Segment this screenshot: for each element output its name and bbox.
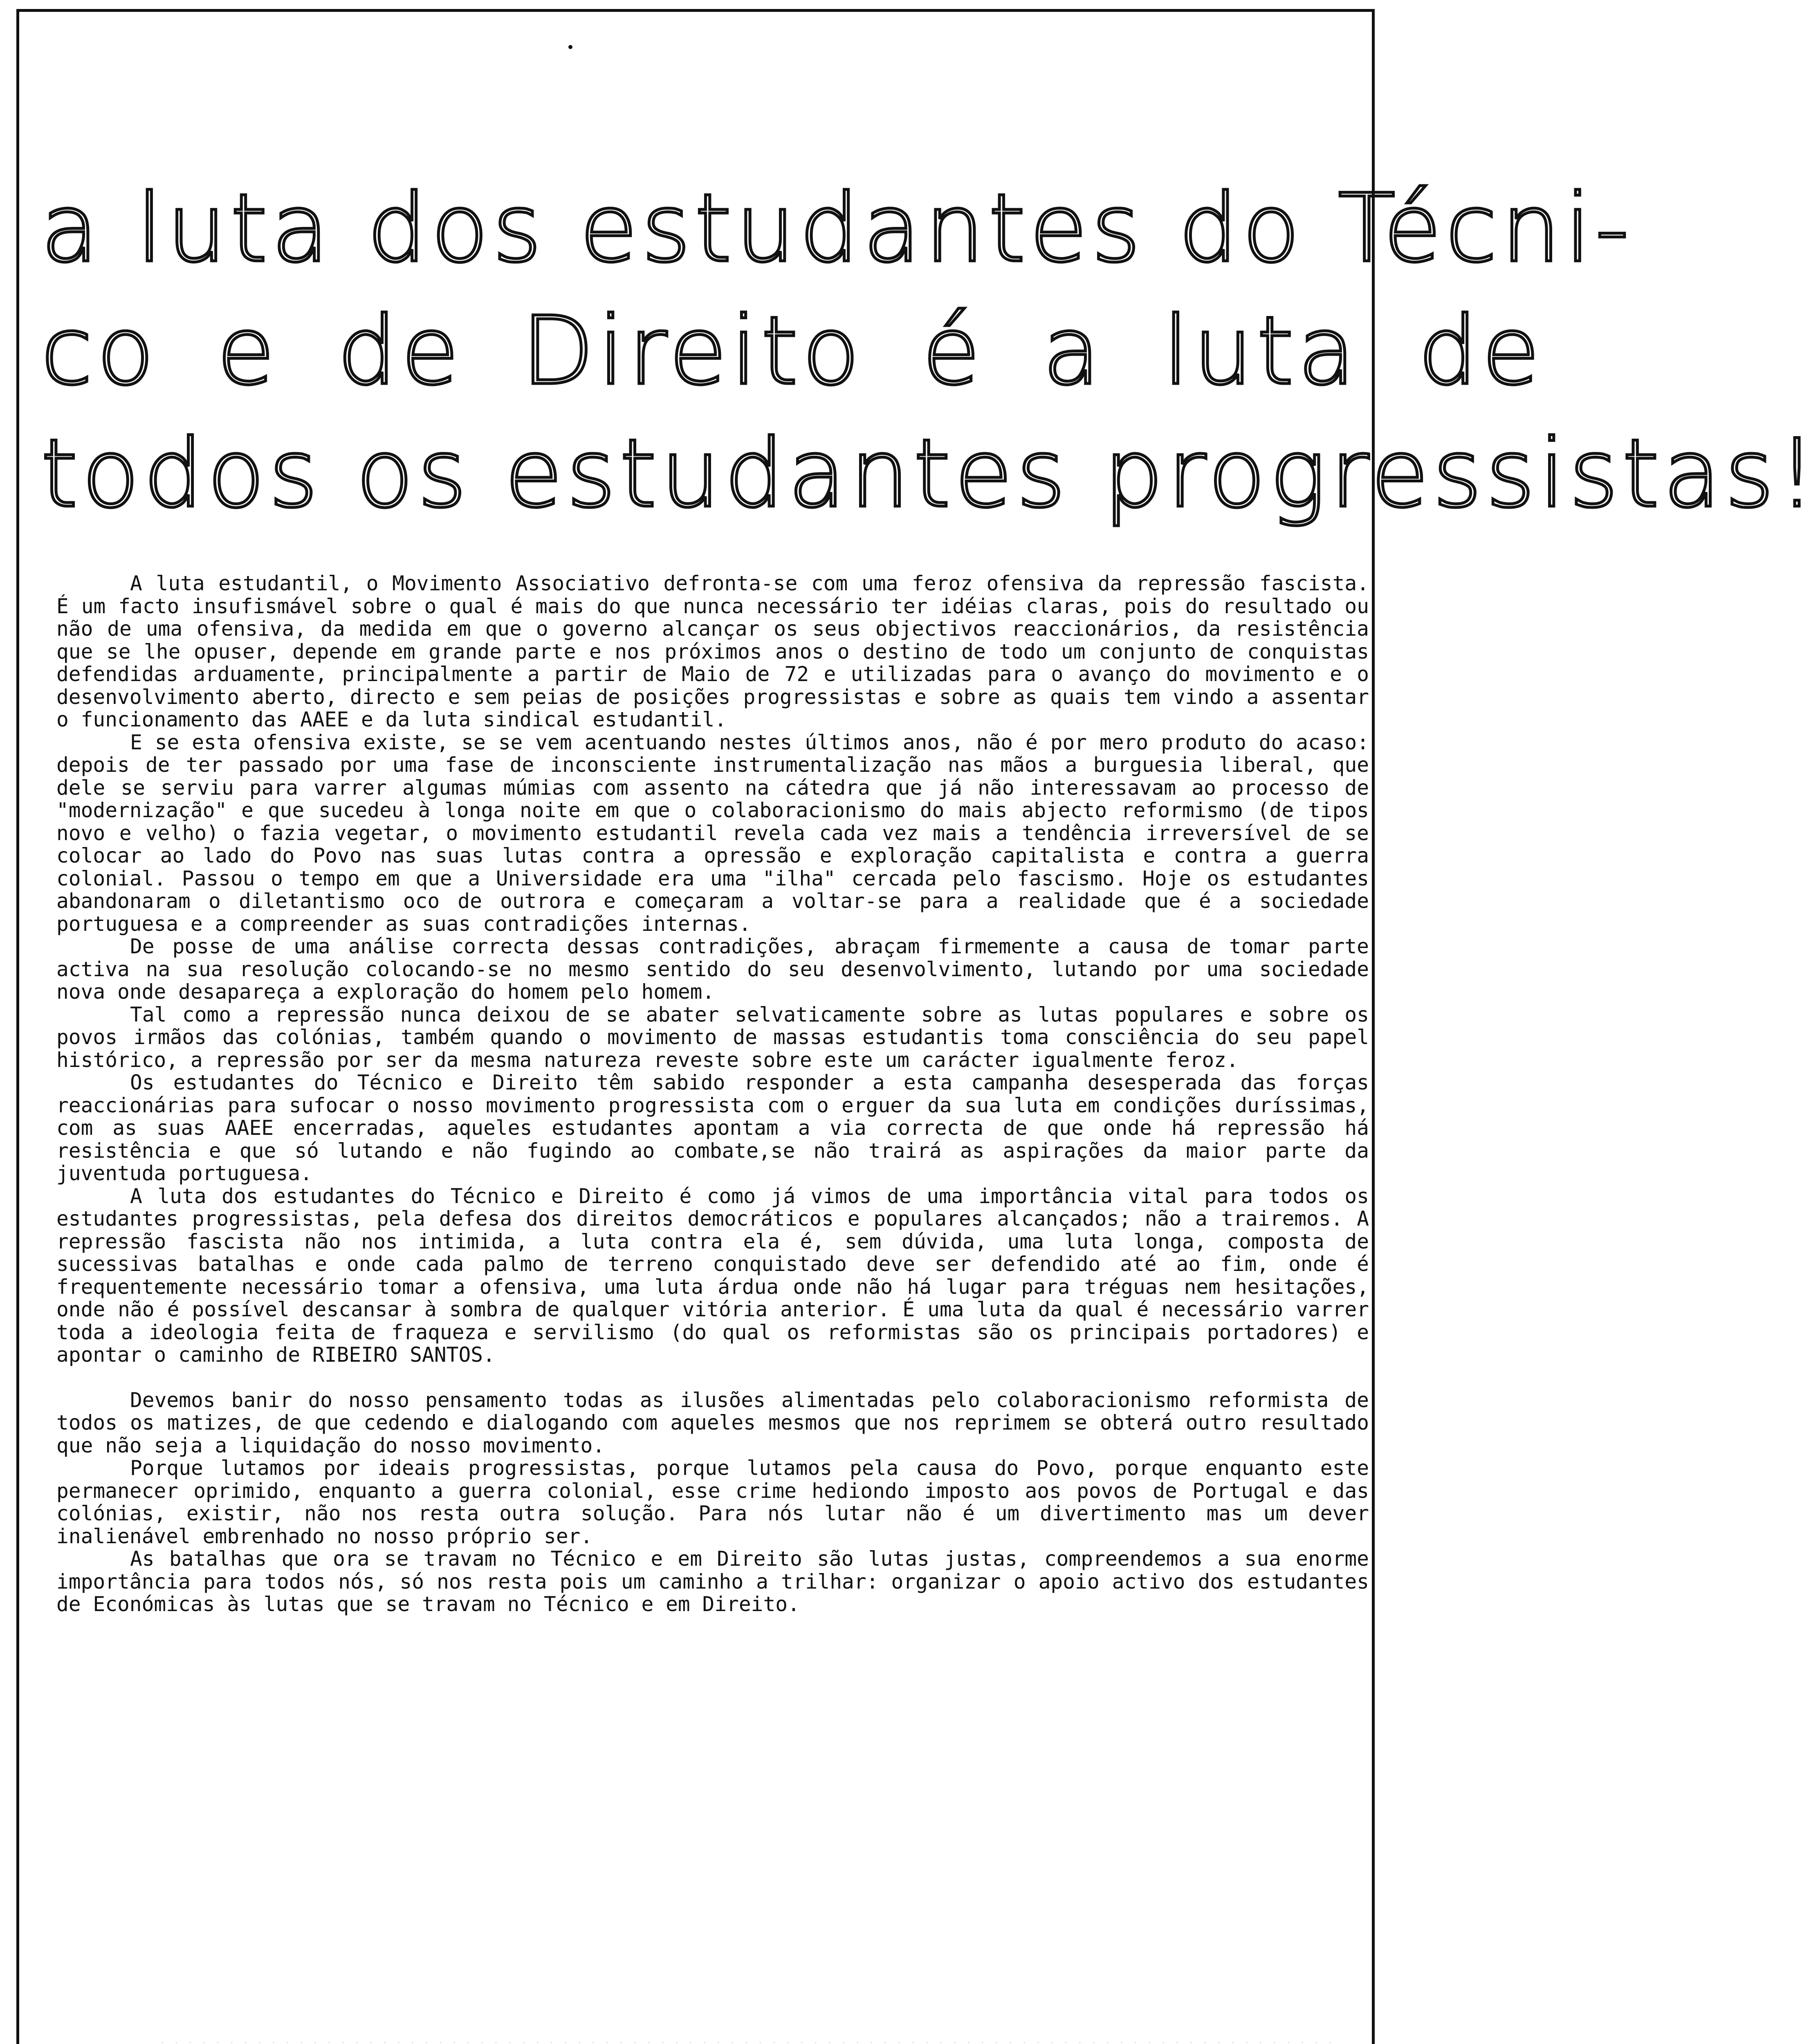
headline-line-1: a luta dos estudantes do Técni- bbox=[41, 174, 1634, 283]
headline bbox=[41, 168, 1820, 536]
paragraph: Tal como a repressão nunca deixou de se abater selvaticamente sobre as lutas populares e sobre os povos irmãos das colónias, também quando o movimento de massas estudantis toma consciência do seu papel histórico, a repressão por ser da mesma natureza reveste sobre este um carácter igualmente feroz. bbox=[56, 1002, 1369, 1072]
headline-line-2: co e de Direito é a luta de bbox=[41, 297, 1544, 406]
paragraph: A luta estudantil, o Movimento Associativo defronta-se com uma feroz ofensiva da repressão fascista. É um facto insufismável sobre o qual é mais do que nunca necessário ter idéias claras, pois do resultado ou não de uma ofensiva, da medida em que o governo alcançar os seus objectivos reaccionários, da resistência que se lhe opuser, depende em grande parte e nos próximos anos o destino de todo um conjunto de conquistas defendidas arduamente, principalmente a partir de Maio de 72 e utilizadas para o avanço do movimento e o desenvolvimento aberto, directo e sem peias de posições progressistas e sobre as quais tem vindo a assentar o funcionamento das AAEE e da luta sindical estudantil. bbox=[56, 572, 1369, 731]
article-body bbox=[56, 572, 1369, 1616]
paragraph: As batalhas que ora se travam no Técnico e em Direito são lutas justas, compreendemos a sua enorme importância para todos nós, só nos resta pois um caminho a trilhar: organizar o apoio activo dos estudantes de Económicas às lutas que se travam no Técnico e em Direito. bbox=[56, 1547, 1369, 1616]
paragraph: De posse de uma análise correcta dessas contradições, abraçam firmemente a causa de tomar parte activa na sua resolução colocando-se no mesmo sentido do seu desenvolvimento, lutando por uma sociedade nova onde desapareça a exploração do homem pelo homem. bbox=[56, 935, 1369, 1004]
ink-dot bbox=[568, 45, 572, 49]
paragraph: Devemos banir do nosso pensamento todas as ilusões alimentadas pelo colaboracionismo reformista de todos os matizes, de que cedendo e dialogando com aqueles mesmos que nos reprimem se obterá outro resultado que não seja a liquidação do nosso movimento. bbox=[56, 1388, 1369, 1457]
paragraph: E se esta ofensiva existe, se se vem acentuando nestes últimos anos, não é por mero produto do acaso: depois de ter passado por uma fase de inconsciente instrumentalização nas mãos a burguesia liberal, que dele se serviu para varrer algumas múmias com assento na cátedra que já não interessavam ao processo de "modernização" e que sucedeu à longa noite em que o colaboracionismo do mais abjecto reformismo (de tipos novo e velho) o fazia vegetar, o movimento estudantil revela cada vez mais a tendência irreversível de se colocar ao lado do Povo nas suas lutas contra a opressão e exploração capitalista e contra a guerra colonial. Passou o tempo em que a Universidade era uma "ilha" cercada pelo fascismo. Hoje os estudantes abandonaram o diletantismo oco de outrora e começaram a voltar-se para a realidade que é a sociedade portuguesa e a compreender as suas contradições internas. bbox=[56, 730, 1369, 936]
paragraph: Porque lutamos por ideais progressistas, porque lutamos pela causa do Povo, porque enquanto este permanecer oprimido, enquanto a guerra colonial, esse crime hediondo imposto aos povos de Portugal e das colónias, existir, não nos resta outra solução. Para nós lutar não é um divertimento mas um dever inalienável embrenhado no nosso próprio ser. bbox=[56, 1456, 1369, 1548]
faded-illegible-text bbox=[155, 2038, 1341, 2044]
paragraph: A luta dos estudantes do Técnico e Direito é como já vimos de uma importância vital para todos os estudantes progressistas, pela defesa dos direitos democráticos e populares alcançados; não a trairemos. A repressão fascista não nos intimida, a luta contra ela é, sem dúvida, uma luta longa, composta de sucessivas batalhas e onde cada palmo de terreno conquistado deve ser defendido até ao fim, onde é frequentemente necessário tomar a ofensiva, uma luta árdua onde não há lugar para tréguas nem hesitações, onde não é possível descansar à sombra de qualquer vitória anterior. É uma luta da qual é necessário varrer toda a ideologia feita de fraqueza e servilismo (do qual os reformistas são os principais portadores) e apontar o caminho de RIBEIRO SANTOS. bbox=[56, 1184, 1369, 1367]
headline-line-3: todos os estudantes progressistas! bbox=[41, 419, 1820, 529]
paragraph: Os estudantes do Técnico e Direito têm sabido responder a esta campanha desesperada das forças reaccionárias para sufocar o nosso movimento progressista com o erguer da sua luta em condições duríssimas, com as suas AAEE encerradas, aqueles estudantes apontam a via correcta de que onde há repressão há resistência e que só lutando e não fugindo ao combate,se não trairá as aspirações da maior parte da juventuda portuguesa. bbox=[56, 1071, 1369, 1185]
